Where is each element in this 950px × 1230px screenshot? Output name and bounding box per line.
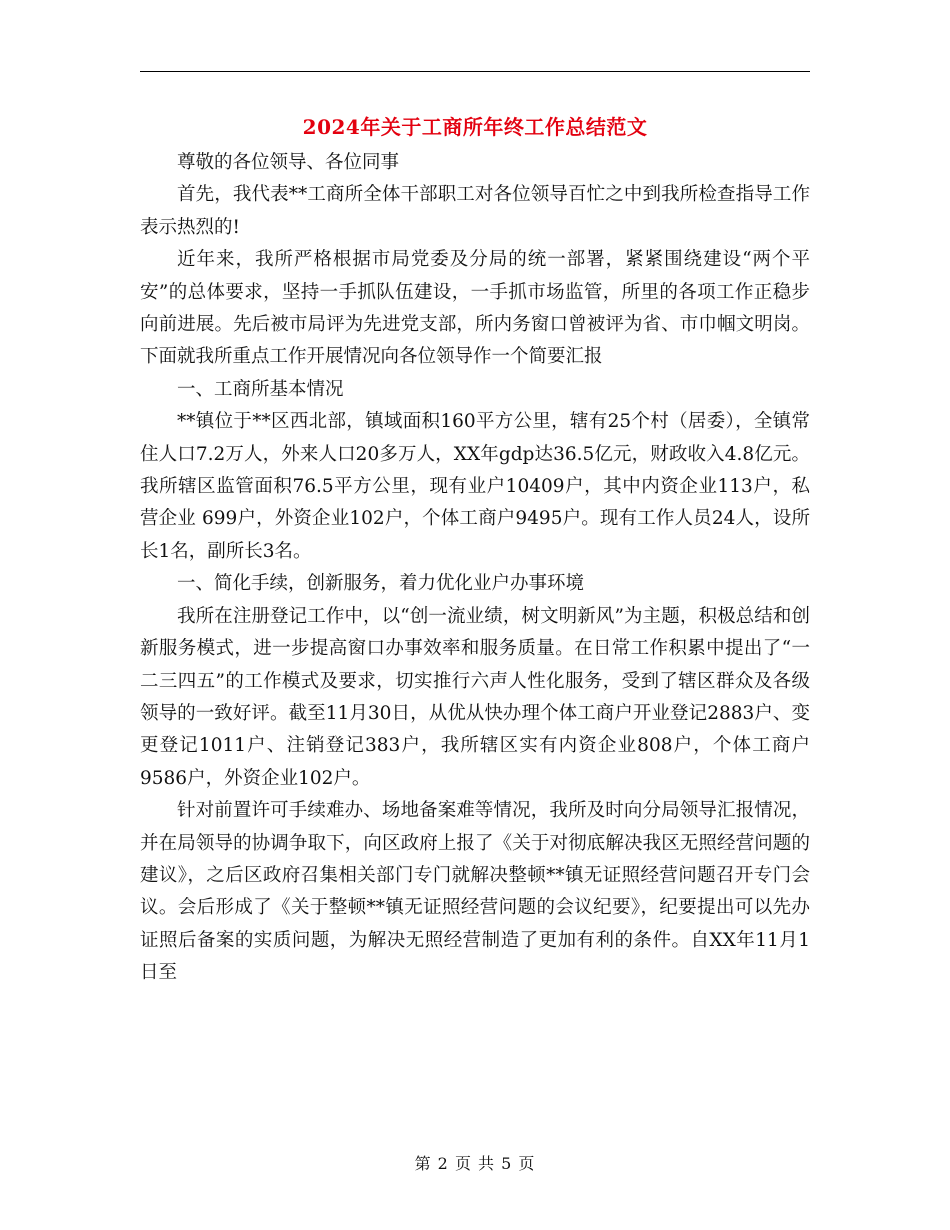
page-number: 第 2 页 共 5 页 [414, 1154, 536, 1173]
paragraph-opening: 首先，我代表**工商所全体干部职工对各位领导百忙之中到我所检查指导工作表示热烈的! [140, 184, 810, 238]
document-body [140, 147, 810, 990]
paragraph-basic-info: **镇位于**区西北部，镇域面积160平方公里，辖有25个村（居委），全镇常住人口7.2万人，外来人口20多万人，XX年gdp达36.5亿元，财政收入4.8亿元。我所辖区监管面积76.5平方公里，现有业户10409户，其中内资企业113户，私营企业 699户，外资企业102户，个体工商户9495户。现有工作人员24人，设所长1名，副所长3名。 [140, 411, 810, 562]
section-heading-basic-info: 一、工商所基本情况 [177, 378, 344, 400]
section-heading-services: 一、简化手续，创新服务，着力优化业户办事环境 [177, 573, 585, 595]
paragraph-salutation: 尊敬的各位领导、各位同事 [177, 152, 400, 173]
paragraph-overview: 近年来，我所严格根据市局党委及分局的统一部署，紧紧围绕建设“两个平安”的总体要求，坚持一手抓队伍建设，一手抓市场监管，所里的各项工作正稳步向前进展。先后被市局评为先进党支部，所内务窗口曾被评为省、市巾帼文明岗。下面就我所重点工作开展情况向各位领导作一个简要汇报 [140, 249, 810, 368]
paragraph-permits: 针对前置许可手续难办、场地备案难等情况，我所及时向分局领导汇报情况，并在局领导的协调争取下，向区政府上报了《关于对彻底解决我区无照经营问题的建议》，之后区政府召集相关部门专门就解决整顿**镇无证照经营问题召开专门会议。会后形成了《关于整顿**镇无证照经营问题的会议纪要》，纪要提出可以先办证照后备案的实质问题，为解决无照经营制造了更加有利的条件。自XX年11月1日至 [140, 800, 810, 984]
paragraph-registration: 我所在注册登记工作中，以“创一流业绩，树文明新风”为主题，积极总结和创新服务模式，进一步提高窗口办事效率和服务质量。在日常工作积累中提出了“一二三四五”的工作模式及要求，切实推行六声人性化服务，受到了辖区群众及各级领导的一致好评。截至11月30日，从优从快办理个体工商户开业登记2883户、变更登记1011户、注销登记383户，我所辖区实有内资企业808户，个体工商户9586户，外资企业102户。 [140, 605, 810, 789]
header-rule [140, 71, 810, 72]
document-title: 2024年关于工商所年终工作总结范文 [302, 115, 648, 139]
